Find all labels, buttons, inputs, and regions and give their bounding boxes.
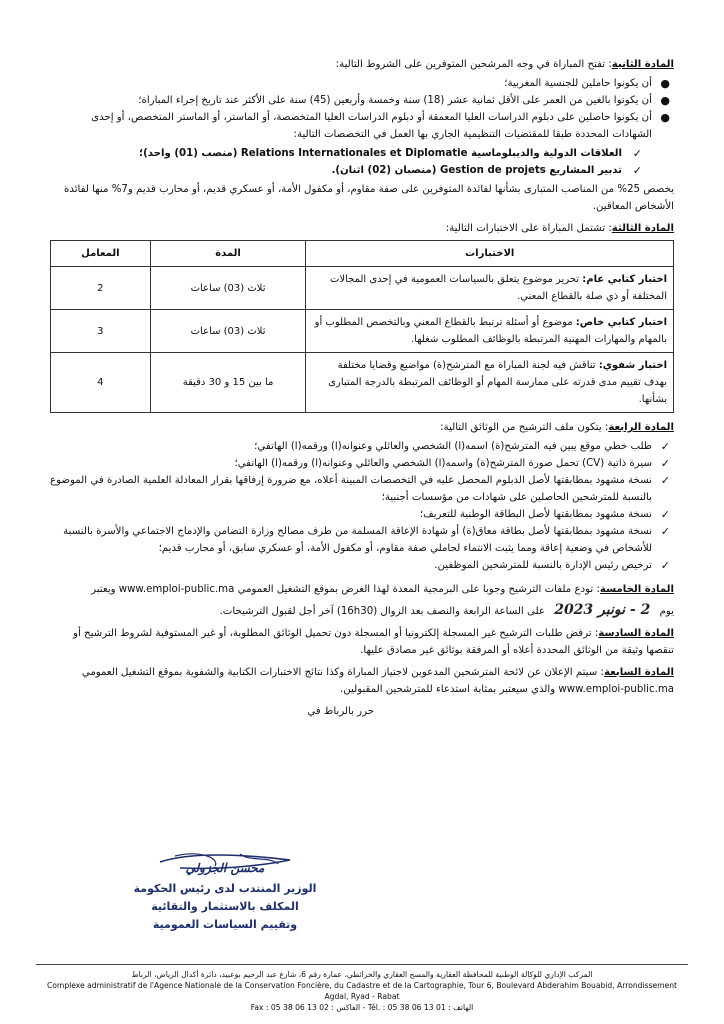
condition-item: ● أن يكونوا بالغين من العمر على الأقل ثمانية عشر (18) سنة وخمسة وأربعين (45) سنة على الأكثر عند تاريخ إجراء المباراة؛ xyxy=(138,94,670,107)
coefficient-cell: 4 xyxy=(51,353,151,413)
footer-address-ar: المركب الإداري للوكالة الوطنية للمحافظة العقارية والمسح العقاري والخرائطي، عمارة رقم 6، شارع عبد الرحيم بوعبيد، دائرة أكدال الرياض، الرباط xyxy=(131,970,593,979)
article-6-text: المادة السادسة: ترفض طلبات الترشيح غير المسجلة إلكترونيا أو المسجلة دون تحميل الوثائق المطلوبة، أو غير المستوفية لشروط الترشيح أو تنقصها وثيقة من الوثائق المحددة أعلاه أو المرفقة بوثائق غير مصادق عليها. xyxy=(73,628,674,656)
checkmark-icon: ✓ xyxy=(660,457,670,470)
footer-address-fr: Complexe administratif de l'Agence Nationale de la Conservation Foncière, du Cadastre et de la Cartographie, Tour 6, Boulevard Abderahim Bouabid, Arrondissement Agdal, Ryad - Rabat xyxy=(46,981,678,1001)
checkmark-icon: ✓ xyxy=(660,474,670,487)
checkmark-icon: ✓ xyxy=(632,164,642,177)
stamp-line: وتقييم السياسات العمومية xyxy=(152,918,298,931)
specialties-list xyxy=(50,145,674,179)
article-2-label: المادة الثانية xyxy=(611,59,674,70)
condition-item: ● أن يكونوا حاملين للجنسية المغربية؛ xyxy=(504,77,670,90)
table-header-row xyxy=(51,241,674,267)
article-4-label: المادة الرابعة xyxy=(608,422,674,433)
article-2-conditions xyxy=(50,75,674,143)
bullet-icon: ● xyxy=(660,94,670,107)
header-duration: المدة xyxy=(150,241,306,267)
article-5-text: المادة الخامسة: تودع ملفات الترشيح وجوبا على البرمجية المعدة لهذا الغرض بموقع التشغيل العمومي www.emploi-public.ma ويعتبر xyxy=(91,584,674,595)
document-item: ✓ ترخيص رئيس الإدارة بالنسبة للمترشحين الموظفين. xyxy=(434,559,670,572)
letterhead-footer xyxy=(36,964,688,1013)
article-6-label: المادة السادسة xyxy=(598,628,674,639)
documents-list xyxy=(50,438,674,574)
document-item: ✓ نسخة مشهود بمطابقتها لأصل البطاقة الوطنية للتعريف؛ xyxy=(419,508,670,521)
document-item: ✓ نسخة مشهود بمطابقتها لأصل الدبلوم المحصل عليه في التخصصات المبينة أعلاه، مع ضرورة إرفاقها بقرار المعادلة العلمية الصادرة في الموضوع بالنسبة للمترشحين الحاصلين على شهادات من مؤسسات أجنبية؛ xyxy=(50,474,670,503)
checkmark-icon: ✓ xyxy=(632,147,642,160)
article-3-intro: المادة الثالثة: تشتمل المباراة على الاختبارات التالية: xyxy=(445,223,674,234)
bullet-icon: ● xyxy=(660,77,670,90)
article-3-label: المادة الثالثة xyxy=(611,223,674,234)
header-coefficient: المعامل xyxy=(51,241,151,267)
condition-item: ● أن يكونوا حاصلين على دبلوم الدراسات العليا المعمقة أو دبلوم الدراسات العليا المتخصصة، أو الماستر، أو الماستر المتخصص، أو إحدى الشهادات المحددة طبقا للمقتضيات التنظيمية الجاري بها العمل في التخصصات التالية: xyxy=(91,111,670,140)
exam-cell: اختبار كتابي عام: تحرير موضوع يتعلق بالسياسات العمومية في إحدى المجالات المختلفة أو ذي صلة بالقطاع المعني. xyxy=(306,267,674,310)
exams-table xyxy=(50,240,674,413)
header-exams: الاختبارات xyxy=(306,241,674,267)
article-5-label: المادة الخامسة xyxy=(599,584,674,595)
deadline-line: يوم 2 - نونبر 2023 على الساعة الرابعة والنصف بعد الزوال (16h30) آخر أجل لقبول الترشيحات. xyxy=(219,602,674,618)
bullet-icon: ● xyxy=(660,111,670,124)
duration-cell: ثلاث (03) ساعات xyxy=(150,310,306,353)
table-row xyxy=(51,310,674,353)
article-7-text: المادة السابعة: سيتم الإعلان عن لائحة المترشحين المدعوين لاجتياز المباراة وكذا نتائج الاختبارات الكتابية والشفوية بموقع التشغيل العمومي www.emploi-public.ma والذي سيعتبر بمثابة استدعاء للمترشحين المقبولين. xyxy=(81,667,674,695)
document-item: ✓ سيرة ذاتية (CV) تحمل صورة المترشح(ة) واسمه(ا) الشخصي والعائلي وعنوانه(ا) ورقمه(ا) الهاتفي؛ xyxy=(234,457,670,470)
signed-at: حرر بالرباط في xyxy=(307,706,374,717)
checkmark-icon: ✓ xyxy=(660,559,670,572)
signature-stamp xyxy=(120,848,330,943)
specialty-item: ✓ تدبير المشاريع Gestion de projets (منصبان (02) اثنان). xyxy=(331,164,642,177)
document-item: ✓ نسخة مشهود بمطابقتها لأصل بطاقة معاق(ة) أو شهادة الإعاقة المسلمة من طرف مصالح وزارة التضامن والإدماج الاجتماعي والأسرة بالنسبة للأشخاص في وضعية إعاقة ومما يثبت الانتماء لحاملي صفة مقاوم، أو مكفول الأمة، أو عسكري سابق، أو محارب قديم؛ xyxy=(63,525,670,554)
exam-cell: اختبار شفوي: تناقش فيه لجنة المباراة مع المترشح(ة) مواضيع وقضايا مختلفة بهدف تقييم مدى قدرته على ممارسة المهام أو الوظائف المرتبطة بالدرجة المتبارى بشأنها. xyxy=(306,353,674,413)
stamp-line: الوزير المنتدب لدى رئيس الحكومة xyxy=(133,882,317,895)
coefficient-cell: 3 xyxy=(51,310,151,353)
article-7-label: المادة السابعة xyxy=(603,667,674,678)
duration-cell: ما بين 15 و 30 دقيقة xyxy=(150,353,306,413)
exam-cell: اختبار كتابي خاص: موضوع أو أسئلة ترتبط بالقطاع المعني وبالتخصص المطلوب أو بالمهام والمهارات المهنية المرتبطة بالوظائف المطلوب شغلها. xyxy=(306,310,674,353)
table-row xyxy=(51,353,674,413)
checkmark-icon: ✓ xyxy=(660,525,670,538)
specialty-item: ✓ العلاقات الدولية والديبلوماسية Relations Internationales et Diplomatie (منصب (01) واحد)؛ xyxy=(139,147,642,160)
checkmark-icon: ✓ xyxy=(660,440,670,453)
coefficient-cell: 2 xyxy=(51,267,151,310)
signature-name: محسن الجزولي xyxy=(185,861,265,875)
stamp-line: المكلف بالاستثمار والتقائية xyxy=(151,900,299,913)
reserved-posts-note: يخصص 25% من المناصب المتبارى بشأنها لفائدة المتوفرين على صفة مقاوم، أو مكفول الأمة، أو عسكري قديم، أو محارب قديم و7% منها لفائدة الأشخاص المعاقين. xyxy=(64,184,674,212)
article-2-intro: المادة الثانية: تفتح المباراة في وجه المرشحين المتوفرين على الشروط التالية: xyxy=(335,59,674,70)
document-body xyxy=(50,56,674,720)
handwritten-date: 2 - نونبر 2023 xyxy=(554,602,651,618)
table-row xyxy=(51,267,674,310)
document-item: ✓ طلب خطي موقع يبين فيه المترشح(ة) اسمه(ا) الشخصي والعائلي وعنوانه(ا) ورقمه(ا) الهاتفي؛ xyxy=(254,440,670,453)
checkmark-icon: ✓ xyxy=(660,508,670,521)
footer-phones: الهاتف : Tél. : 05 38 06 13 01 - الفاكس : Fax : 05 38 06 13 02 xyxy=(250,1003,474,1012)
article-4-intro: المادة الرابعة: يتكون ملف الترشيح من الوثائق التالية: xyxy=(440,422,674,433)
duration-cell: ثلاث (03) ساعات xyxy=(150,267,306,310)
